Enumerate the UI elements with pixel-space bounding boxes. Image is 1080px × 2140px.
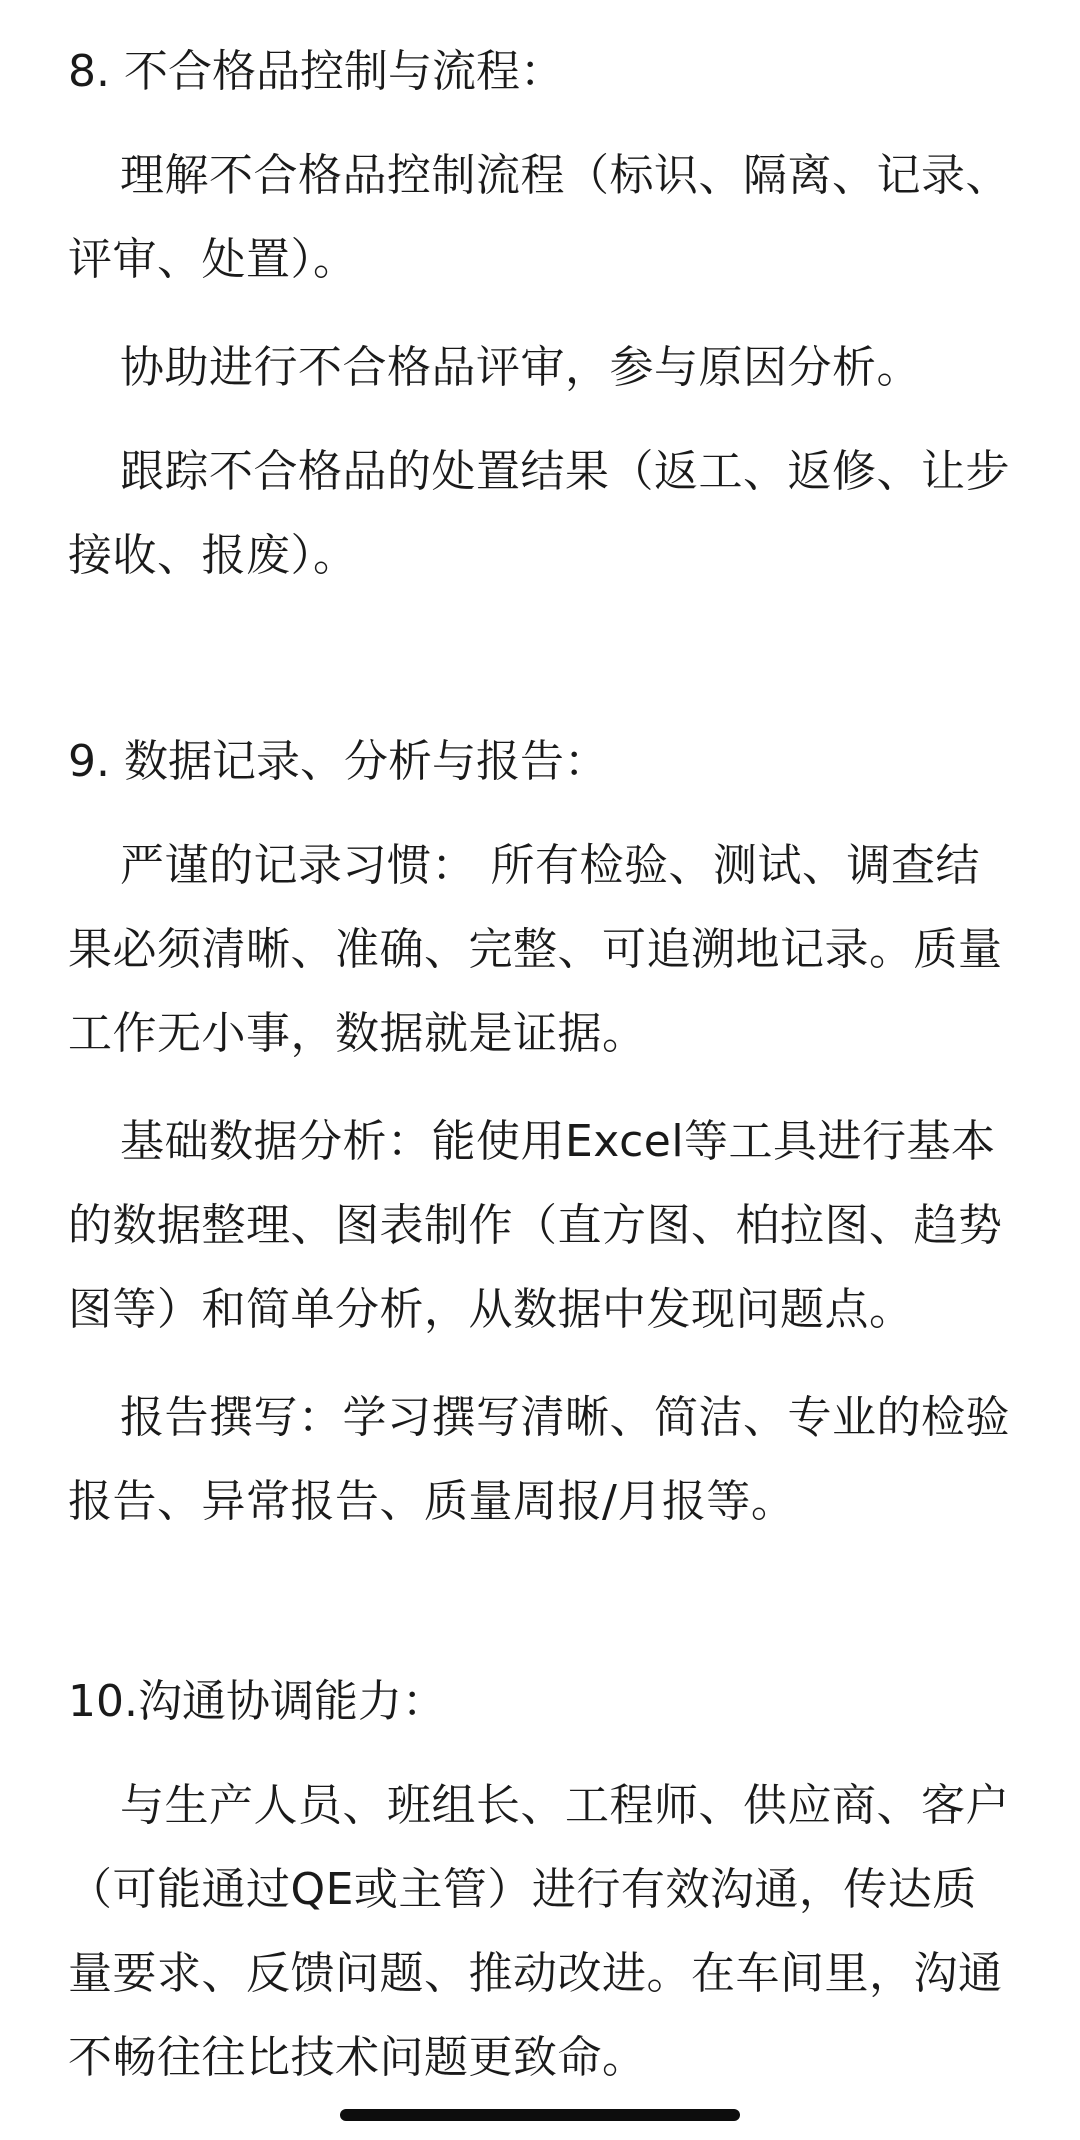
section-8-title: 8. 不合格品控制与流程： [68,46,564,97]
home-indicator[interactable] [340,2109,740,2121]
section-8-paragraph-1: 理解不合格品控制流程（标识、隔离、记录、评审、处置）。 [68,150,1010,285]
section-9-paragraph-2: 基础数据分析：能使用Excel等工具进行基本的数据整理、图表制作（直方图、柏拉图、趋势图等）和简单分析，从数据中发现问题点。 [68,1116,1003,1335]
section-8-paragraph-2: 协助进行不合格品评审，参与原因分析。 [120,342,921,393]
section-9-paragraph-1: 严谨的记录习惯： 所有检验、测试、调查结果必须清晰、准确、完整、可追溯地记录。质量工作无小事，数据就是证据。 [68,840,1003,1059]
section-9-paragraph-3: 报告撰写：学习撰写清晰、简洁、专业的检验报告、异常报告、质量周报/月报等。 [68,1392,1010,1527]
section-8-paragraph-3: 跟踪不合格品的处置结果（返工、返修、让步接收、报废）。 [68,446,1010,581]
section-10-title: 10.沟通协调能力： [68,1676,446,1727]
section-9-title: 9. 数据记录、分析与报告： [68,736,608,787]
section-10-paragraph-1: 与生产人员、班组长、工程师、供应商、客户（可能通过QE或主管）进行有效沟通，传达质量要求、反馈问题、推动改进。在车间里，沟通不畅往往比技术问题更致命。 [68,1780,1010,2083]
